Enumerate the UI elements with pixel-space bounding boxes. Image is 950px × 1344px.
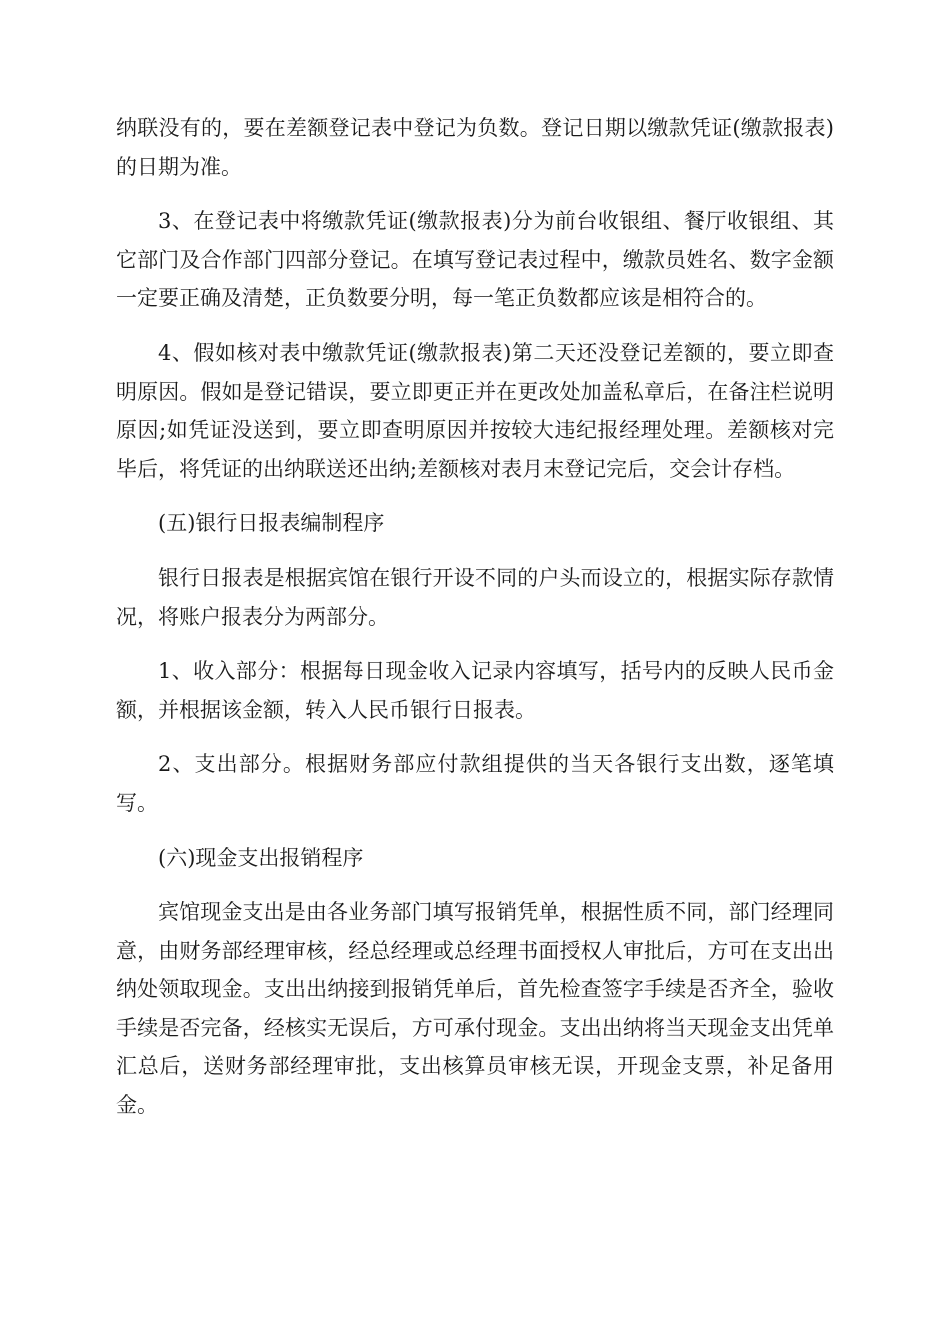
paragraph-bank-income: 1、收入部分：根据每日现金收入记录内容填写，括号内的反映人民币金额，并根据该金额，转入人民币银行日报表。 bbox=[116, 659, 834, 722]
paragraph-continuation: 纳联没有的，要在差额登记表中登记为负数。登记日期以缴款凭证(缴款报表)的日期为准。 bbox=[116, 116, 834, 179]
paragraph-item-4: 4、假如核对表中缴款凭证(缴款报表)第二天还没登记差额的，要立即查明原因。假如是登记错误，要立即更正并在更改处加盖私章后，在备注栏说明原因;如凭证没送到，要立即查明原因并按较大违纪报经理处理。差额核对完毕后，将凭证的出纳联送还出纳;差额核对表月末登记完后，交会计存档。 bbox=[116, 340, 834, 481]
section-heading-5: (五)银行日报表编制程序 bbox=[158, 511, 385, 536]
document-body bbox=[116, 109, 834, 1141]
paragraph-item-3: 3、在登记表中将缴款凭证(缴款报表)分为前台收银组、餐厅收银组、其它部门及合作部门四部分登记。在填写登记表过程中，缴款员姓名、数字金额一定要正确及清楚，正负数要分明，每一笔正负数都应该是相符合的。 bbox=[116, 209, 834, 311]
paragraph-cash-expense: 宾馆现金支出是由各业务部门填写报销凭单，根据性质不同，部门经理同意，由财务部经理审核，经总经理或总经理书面授权人审批后，方可在支出出纳处领取现金。支出出纳接到报销凭单后，首先检查签字手续是否齐全，验收手续是否完备，经核实无误后，方可承付现金。支出出纳将当天现金支出凭单汇总后，送财务部经理审批，支出核算员审核无误，开现金支票，补足备用金。 bbox=[116, 900, 834, 1118]
paragraph-bank-expense: 2、支出部分。根据财务部应付款组提供的当天各银行支出数，逐笔填写。 bbox=[116, 752, 834, 815]
paragraph-bank-intro: 银行日报表是根据宾馆在银行开设不同的户头而设立的，根据实际存款情况，将账户报表分为两部分。 bbox=[116, 565, 834, 629]
section-heading-6: (六)现金支出报销程序 bbox=[158, 845, 364, 870]
